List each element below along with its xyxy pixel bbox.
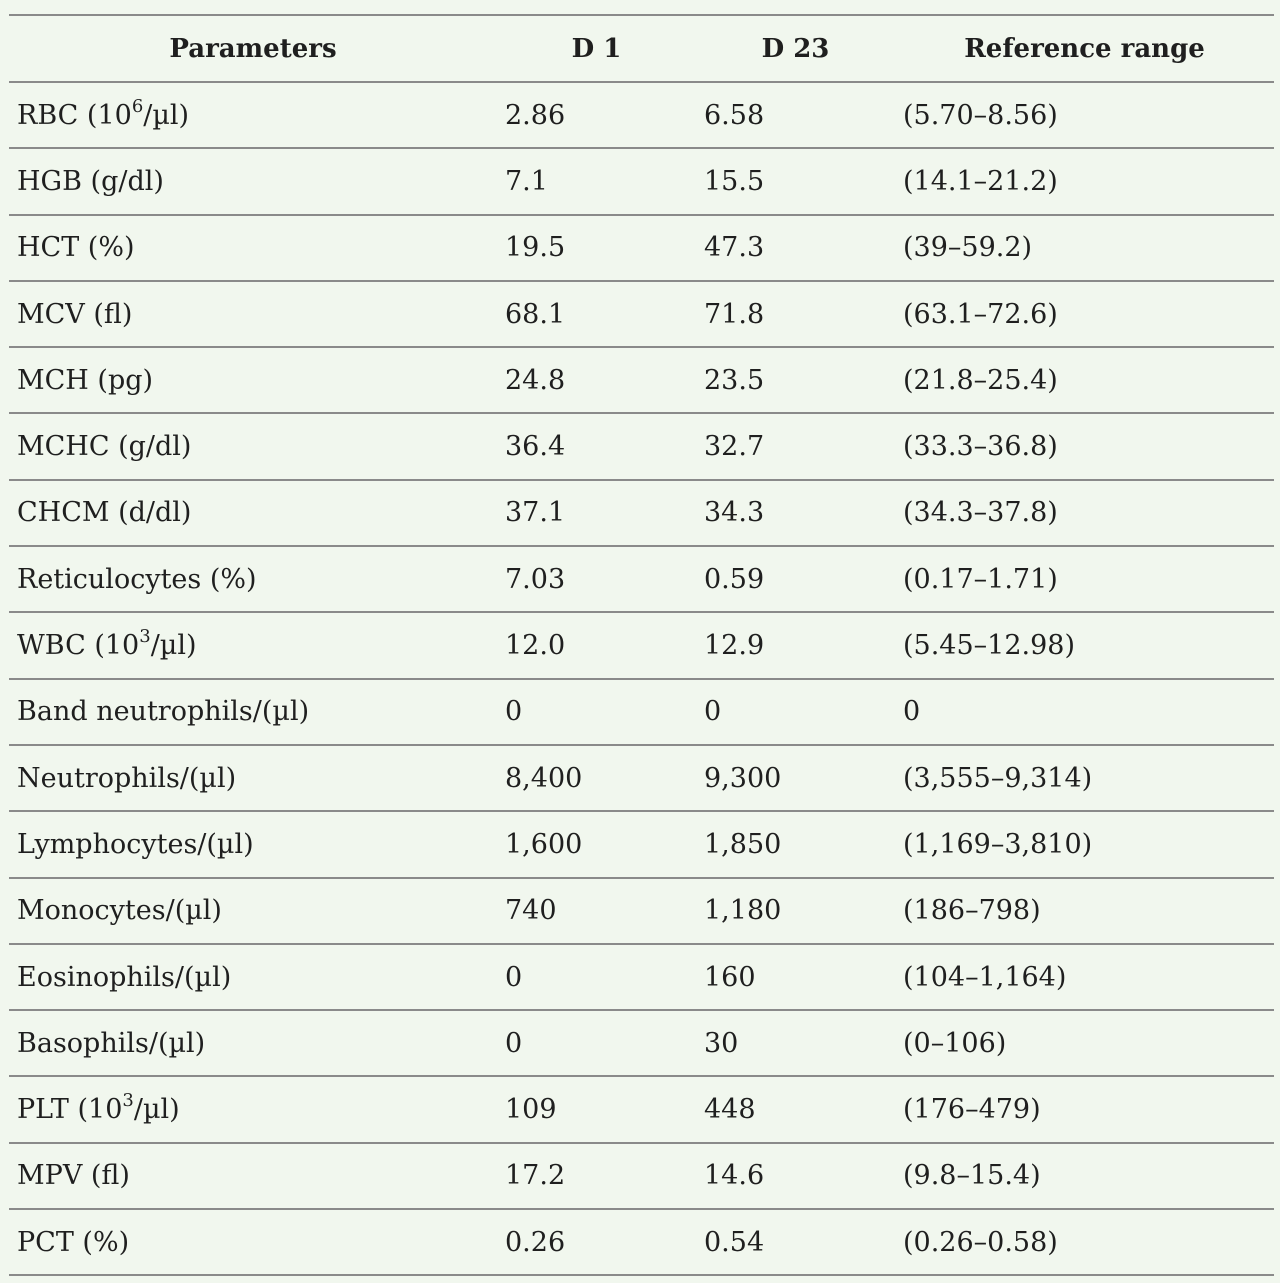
cell-parameter: [9, 82, 497, 148]
cell-d23-value: 71.8: [696, 281, 895, 347]
cell-reference-range: (39–59.2): [895, 215, 1274, 281]
cell-reference-range: (186–798): [895, 878, 1274, 944]
cell-parameter: [9, 1076, 497, 1142]
table-row: [9, 215, 1274, 281]
table-row: [9, 1076, 1274, 1142]
cell-d1-value: 24.8: [497, 347, 696, 413]
cell-parameter: [9, 944, 497, 1010]
cell-reference-range: (5.70–8.56): [895, 82, 1274, 148]
table-row: [9, 811, 1274, 877]
parameter-label: Monocytes/(µl): [17, 895, 222, 927]
header-reference-range: Reference range: [895, 15, 1274, 82]
parameter-label: Band neutrophils/(µl): [17, 696, 310, 728]
parameter-unit-tail: /µl): [143, 99, 190, 131]
cell-parameter: [9, 546, 497, 612]
table-row: [9, 944, 1274, 1010]
cell-reference-range: (3,555–9,314): [895, 745, 1274, 811]
cell-reference-range: (9.8–15.4): [895, 1143, 1274, 1209]
cell-d1-value: 7.1: [497, 148, 696, 214]
cell-d23-value: 6.58: [696, 82, 895, 148]
hematology-table-container: [9, 14, 1274, 1276]
cell-d23-value: 0: [696, 679, 895, 745]
table-row: [9, 347, 1274, 413]
cell-parameter: [9, 811, 497, 877]
cell-d23-value: 34.3: [696, 480, 895, 546]
cell-d23-value: 15.5: [696, 148, 895, 214]
cell-d23-value: 448: [696, 1076, 895, 1142]
parameter-label: Basophils/(µl): [17, 1027, 206, 1059]
table-row: [9, 878, 1274, 944]
cell-d1-value: 8,400: [497, 745, 696, 811]
parameter-unit-tail: /µl): [150, 630, 197, 662]
cell-reference-range: (104–1,164): [895, 944, 1274, 1010]
parameter-label: PCT (%): [17, 1226, 130, 1258]
cell-d1-value: 17.2: [497, 1143, 696, 1209]
parameter-label: Eosinophils/(µl): [17, 961, 232, 993]
cell-d1-value: 1,600: [497, 811, 696, 877]
cell-parameter: [9, 148, 497, 214]
cell-reference-range: (63.1–72.6): [895, 281, 1274, 347]
table-row: [9, 281, 1274, 347]
cell-d23-value: 23.5: [696, 347, 895, 413]
cell-d1-value: 12.0: [497, 612, 696, 678]
header-d1: D 1: [497, 15, 696, 82]
table-row: [9, 679, 1274, 745]
table-row: [9, 546, 1274, 612]
cell-d1-value: 0.26: [497, 1209, 696, 1275]
cell-parameter: [9, 878, 497, 944]
cell-d23-value: 160: [696, 944, 895, 1010]
parameter-label: HCT (%): [17, 232, 135, 264]
cell-reference-range: (33.3–36.8): [895, 413, 1274, 479]
header-d23: D 23: [696, 15, 895, 82]
parameter-label: Lymphocytes/(µl): [17, 828, 254, 860]
cell-reference-range: (21.8–25.4): [895, 347, 1274, 413]
parameter-label: Neutrophils/(µl): [17, 762, 237, 794]
cell-d1-value: 37.1: [497, 480, 696, 546]
cell-d23-value: 30: [696, 1010, 895, 1076]
cell-reference-range: (176–479): [895, 1076, 1274, 1142]
cell-parameter: [9, 281, 497, 347]
cell-d23-value: 47.3: [696, 215, 895, 281]
cell-reference-range: (5.45–12.98): [895, 612, 1274, 678]
parameter-label: MCH (pg): [17, 364, 154, 396]
cell-reference-range: (0.26–0.58): [895, 1209, 1274, 1275]
table-row: [9, 1143, 1274, 1209]
cell-d1-value: 740: [497, 878, 696, 944]
cell-reference-range: (1,169–3,810): [895, 811, 1274, 877]
cell-reference-range: (0–106): [895, 1010, 1274, 1076]
parameter-exponent: 3: [122, 1090, 134, 1112]
parameter-label: WBC (10: [17, 630, 140, 662]
cell-parameter: [9, 1010, 497, 1076]
cell-parameter: [9, 745, 497, 811]
cell-d1-value: 0: [497, 944, 696, 1010]
cell-d1-value: 0: [497, 679, 696, 745]
hematology-table: [9, 14, 1274, 1276]
table-row: [9, 612, 1274, 678]
parameter-label: PLT (10: [17, 1094, 123, 1126]
cell-d1-value: 2.86: [497, 82, 696, 148]
cell-parameter: [9, 1143, 497, 1209]
parameter-label: MCV (fl): [17, 298, 133, 330]
cell-d1-value: 19.5: [497, 215, 696, 281]
table-row: [9, 1209, 1274, 1275]
table-header-row: [9, 15, 1274, 82]
table-row: [9, 413, 1274, 479]
cell-d1-value: 0: [497, 1010, 696, 1076]
cell-d1-value: 7.03: [497, 546, 696, 612]
table-row: [9, 148, 1274, 214]
cell-reference-range: 0: [895, 679, 1274, 745]
parameter-exponent: 6: [131, 95, 144, 117]
cell-parameter: [9, 679, 497, 745]
cell-parameter: [9, 1209, 497, 1275]
cell-parameter: [9, 215, 497, 281]
table-row: [9, 1010, 1274, 1076]
cell-d23-value: 1,850: [696, 811, 895, 877]
parameter-label: MPV (fl): [17, 1160, 130, 1192]
parameter-label: HGB (g/dl): [17, 165, 164, 197]
parameter-label: Reticulocytes (%): [17, 563, 257, 595]
table-row: [9, 82, 1274, 148]
parameter-unit-tail: /µl): [133, 1094, 180, 1126]
cell-parameter: [9, 413, 497, 479]
cell-d23-value: 12.9: [696, 612, 895, 678]
cell-d1-value: 68.1: [497, 281, 696, 347]
table-row: [9, 480, 1274, 546]
cell-d23-value: 0.59: [696, 546, 895, 612]
cell-d23-value: 9,300: [696, 745, 895, 811]
header-parameters: Parameters: [9, 15, 497, 82]
cell-parameter: [9, 347, 497, 413]
parameter-exponent: 3: [139, 626, 151, 648]
cell-d1-value: 109: [497, 1076, 696, 1142]
cell-d23-value: 0.54: [696, 1209, 895, 1275]
parameter-label: MCHC (g/dl): [17, 431, 192, 463]
table-row: [9, 745, 1274, 811]
cell-reference-range: (34.3–37.8): [895, 480, 1274, 546]
cell-parameter: [9, 612, 497, 678]
table-body: [9, 82, 1274, 1275]
cell-d23-value: 32.7: [696, 413, 895, 479]
cell-reference-range: (0.17–1.71): [895, 546, 1274, 612]
cell-d1-value: 36.4: [497, 413, 696, 479]
cell-reference-range: (14.1–21.2): [895, 148, 1274, 214]
cell-d23-value: 1,180: [696, 878, 895, 944]
parameter-label: CHCM (d/dl): [17, 497, 192, 529]
parameter-label: RBC (10: [17, 99, 132, 131]
cell-d23-value: 14.6: [696, 1143, 895, 1209]
cell-parameter: [9, 480, 497, 546]
